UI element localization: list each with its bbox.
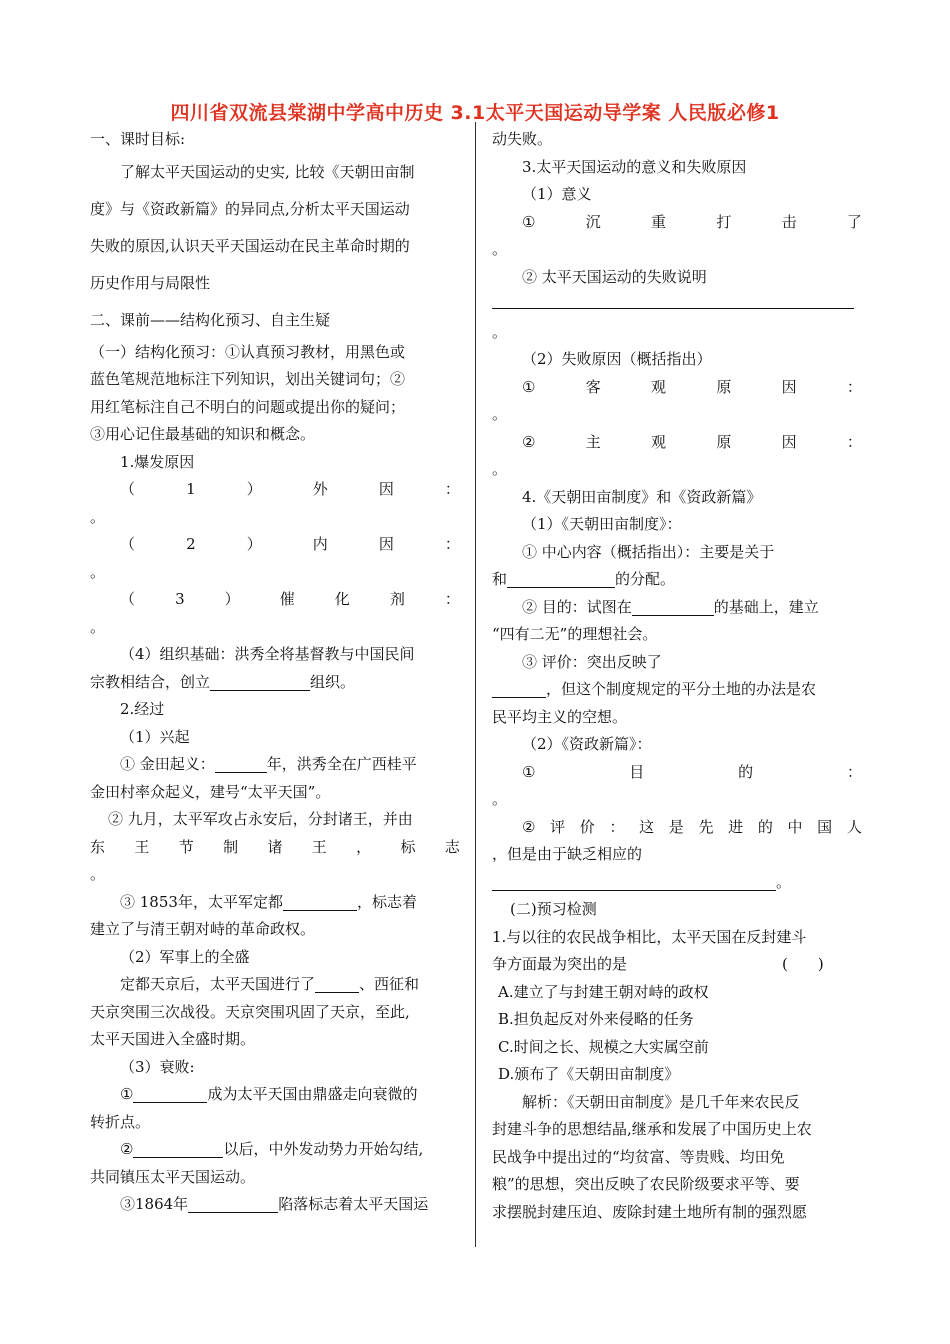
- significance-line: ② 太平天国运动的失败说明: [522, 267, 707, 286]
- document-title: 四川省双流县棠湖中学高中历史 3.1太平天国运动导学案 人民版必修1: [170, 102, 780, 124]
- decline-line: ② 以后，中外发动势力开始勾结,: [120, 1140, 424, 1158]
- item-heading: 2.经过: [120, 700, 165, 718]
- peak-line: 定都天京后，太平天国进行了 、西征和: [120, 975, 420, 993]
- peak-line: 太平天国进入全盛时期。: [90, 1030, 256, 1048]
- section-heading-objectives: 一、课时目标:: [90, 130, 186, 148]
- fill-blank[interactable]: [315, 974, 359, 993]
- section-heading-preview: 二、课前——结构化预习、自主生疑: [90, 310, 331, 329]
- analysis-line: 求摆脱封建压迫、废除封建土地所有制的强烈愿: [492, 1202, 808, 1221]
- objective-line: 度》与《资政新篇》的异同点,分析太平天国运动: [90, 199, 410, 218]
- tianchao-line: ① 中心内容（概括指出）：主要是关于: [522, 542, 775, 561]
- answer-paren[interactable]: ( ): [782, 955, 824, 973]
- section-heading-check: (二)预习检测: [510, 900, 597, 918]
- question-line: 争方面最为突出的是 ( ): [492, 951, 862, 979]
- left-column: [90, 126, 460, 1219]
- subheading-significance: （1）意义: [522, 185, 592, 203]
- cause-internal-line: （ 2 ） 内 因 ：: [120, 535, 460, 553]
- fill-blank[interactable]: [283, 892, 357, 911]
- analysis-line: 粮”的思想，突出反映了农民阶级要求平等、要: [492, 1175, 800, 1193]
- zizheng-line: ，但是由于缺乏相应的: [492, 845, 643, 863]
- item-heading: 4.《天朝田亩制度》和《资政新篇》: [522, 487, 762, 506]
- decline-line: 转折点。: [90, 1112, 151, 1131]
- subheading-tianchao: （1）《天朝田亩制度》：: [522, 515, 682, 533]
- line-end: 。: [492, 322, 508, 341]
- item-heading: 1.爆发原因: [120, 452, 195, 471]
- jintian-line: 金田村率众起义，建号“太平天国”。: [90, 782, 331, 801]
- objective-line: 历史作用与局限性: [90, 273, 211, 292]
- tianchao-line: 民平均主义的空想。: [492, 707, 628, 726]
- capital-line: 建立了与清王朝对峙的革命政权。: [90, 920, 316, 938]
- line-end: 。: [90, 865, 106, 883]
- line-end: 。: [492, 790, 508, 808]
- analysis-line: 封建斗争的思想结晶,继承和发展了中国历史上农: [492, 1120, 812, 1138]
- fill-blank[interactable]: [492, 872, 776, 891]
- decline-line: ① 成为太平天国由鼎盛走向衰微的: [120, 1085, 418, 1103]
- subheading-failure: （2）失败原因（概括指出）: [522, 350, 712, 368]
- zizheng-evaluation-line: ② 评 价 ： 这 是 先 进 的 中 国 人: [522, 817, 862, 836]
- capital-line: ③ 1853年，太平军定都 ，标志着: [120, 892, 417, 911]
- fill-blank[interactable]: [188, 1194, 278, 1213]
- column-divider: [475, 122, 476, 1247]
- enfeoff-line: ② 九月，太平军攻占永安后，分封诸王，并由: [108, 810, 413, 828]
- question-line: 1.与以往的农民战争相比，太平天国在反封建斗: [492, 927, 807, 946]
- line-end: 。: [90, 562, 106, 581]
- fill-blank[interactable]: [133, 1084, 207, 1103]
- zizheng-answer-line: 。: [492, 869, 862, 897]
- objective-line: 失败的原因,认识天平天国运动在民主革命时期的: [90, 236, 410, 255]
- failure-objective-line: ① 客 观 原 因 ：: [522, 377, 862, 396]
- subheading-peak: （2）军事上的全盛: [120, 947, 250, 966]
- preview-instruction: ③用心记住最基础的知识和概念。: [90, 425, 316, 443]
- option-c[interactable]: C.时间之长、规模之大实属空前: [498, 1037, 709, 1056]
- subheading-rise: （1）兴起: [120, 727, 190, 746]
- subheading-decline: （3）衰败:: [120, 1057, 195, 1076]
- right-column: [492, 126, 862, 1226]
- zizheng-purpose-line: ① 目 的 ：: [522, 762, 862, 781]
- decline-line: ③1864年 陷落标志着太平天国运: [120, 1195, 429, 1213]
- tianchao-line: 和 的分配。: [492, 570, 676, 588]
- failure-subjective-line: ② 主 观 原 因 ：: [522, 432, 862, 451]
- line-end: 。: [90, 617, 106, 636]
- analysis-line: 民战争中提出过的“均贫富、等贵贱、均田免: [492, 1147, 785, 1166]
- line-end: 。: [492, 240, 508, 258]
- cause-external-line: （ 1 ） 外 因 ：: [120, 480, 460, 498]
- line-end: 。: [492, 460, 508, 478]
- fill-blank[interactable]: [507, 569, 615, 588]
- line-end: 。: [492, 405, 508, 423]
- fill-blank[interactable]: [492, 679, 546, 698]
- decline-line: 共同镇压太平天国运动。: [90, 1167, 256, 1186]
- cause-catalyst-line: （ 3 ） 催 化 剂 ：: [120, 590, 460, 608]
- option-d[interactable]: D.颁布了《天朝田亩制度》: [498, 1065, 680, 1083]
- tianchao-line: ② 目的：试图在 的基础上，建立: [522, 597, 819, 616]
- analysis-line: 解析：《天朝田亩制度》是几千年来农民反: [522, 1092, 800, 1111]
- tianchao-line: ③ 评价：突出反映了: [522, 652, 662, 671]
- fill-blank[interactable]: [215, 754, 267, 773]
- org-basis-fill: 宗教相结合，创立 组织。: [90, 672, 356, 691]
- preview-instruction: 用红笔标注自己不明白的问题或提出你的疑问；: [90, 397, 406, 416]
- line-end: 。: [90, 507, 106, 526]
- answer-line[interactable]: [492, 291, 862, 319]
- subheading-zizheng: （2）《资政新篇》：: [522, 735, 652, 753]
- org-basis-line: （4）组织基础：洪秀全将基督教与中国民间: [120, 645, 415, 663]
- significance-line: ① 沉 重 打 击 了: [522, 212, 862, 231]
- tianchao-line: ，但这个制度规定的平分土地的办法是农: [492, 676, 862, 704]
- tianchao-line: “四有二无”的理想社会。: [492, 625, 658, 643]
- fill-blank[interactable]: [210, 672, 310, 691]
- preview-instruction: （一）结构化预习：①认真预习教材，用黑色或: [90, 342, 406, 361]
- continuation-line: 动失败。: [492, 130, 553, 148]
- option-b[interactable]: B.担负起反对外来侵略的任务: [498, 1010, 694, 1028]
- objective-line: 了解太平天国运动的史实, 比较《天朝田亩制: [120, 162, 415, 181]
- peak-line: 天京突围三次战役。天京突围巩固了天京，至此,: [90, 1002, 410, 1021]
- option-a[interactable]: A.建立了与封建王朝对峙的政权: [498, 982, 709, 1001]
- preview-instruction: 蓝色笔规范地标注下列知识，划出关键词句；②: [90, 370, 406, 388]
- enfeoff-line: 东 王 节 制 诸 王 ， 标 志: [90, 837, 460, 856]
- jintian-line: ① 金田起义： 年，洪秀全在广西桂平: [120, 755, 417, 773]
- fill-blank[interactable]: [632, 597, 714, 616]
- item-heading: 3.太平天国运动的意义和失败原因: [522, 157, 747, 176]
- fill-blank[interactable]: [133, 1139, 223, 1158]
